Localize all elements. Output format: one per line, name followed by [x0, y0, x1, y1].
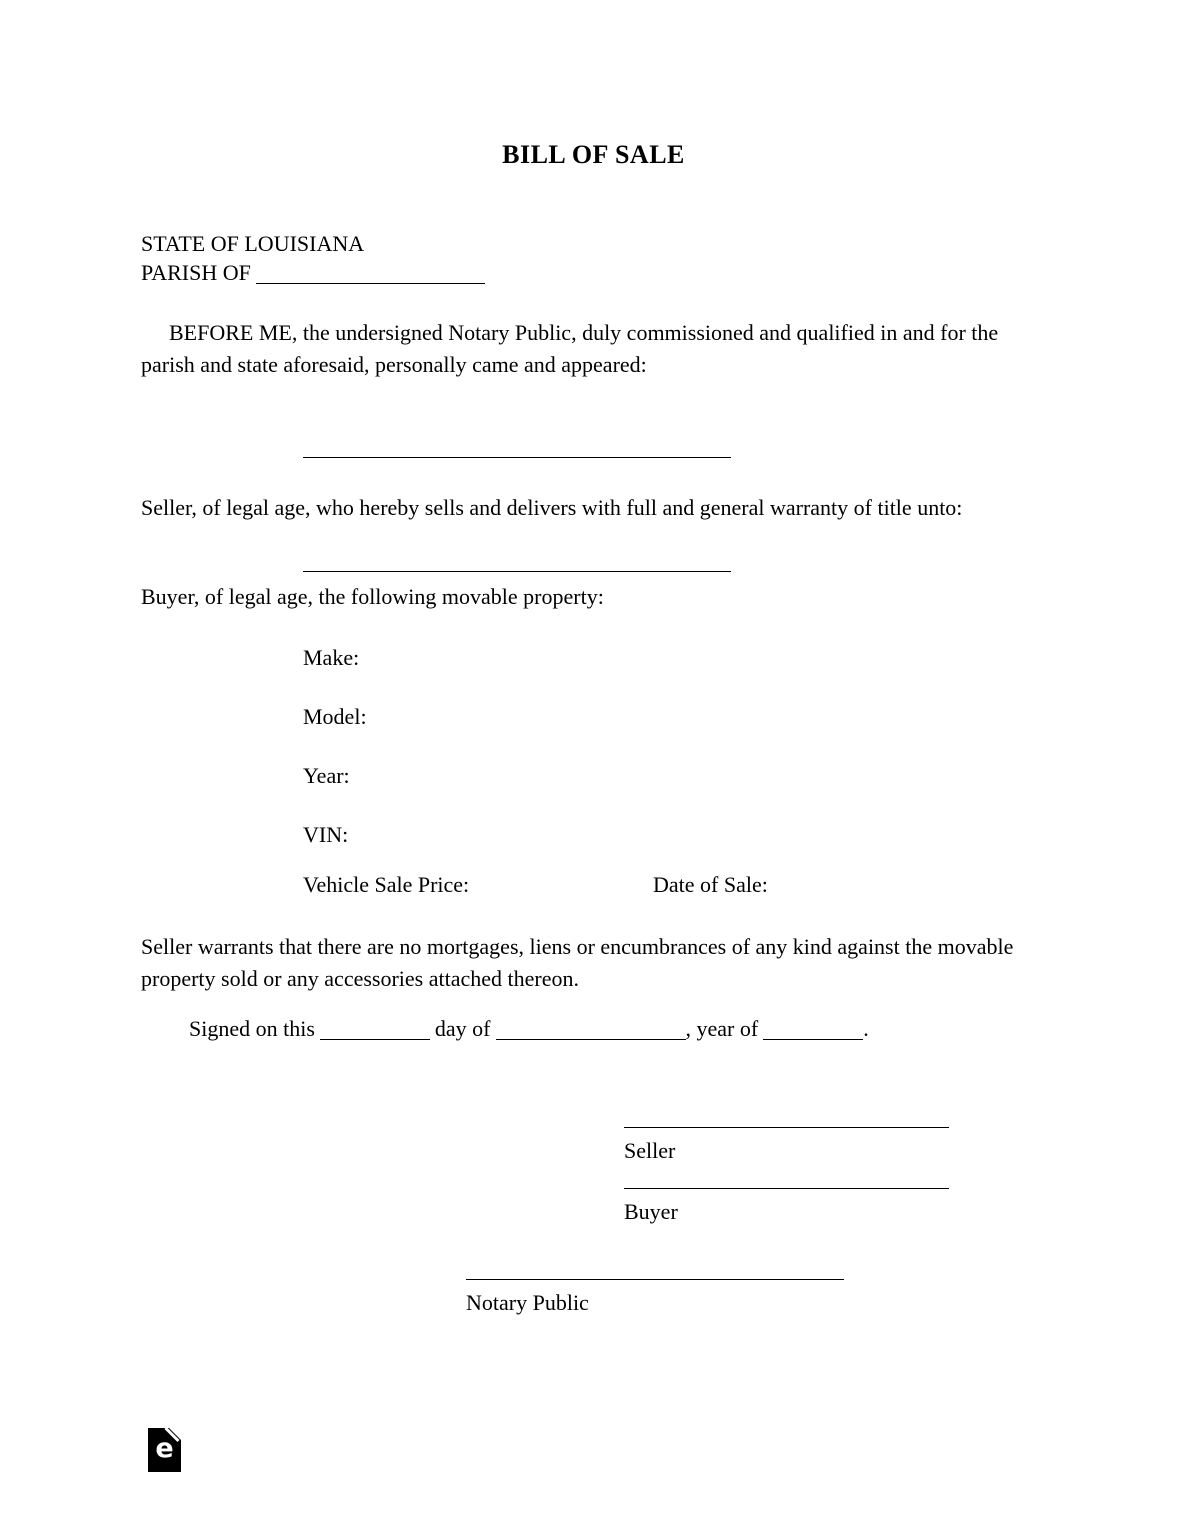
property-fields-list [303, 644, 367, 880]
signed-prefix-text: Signed on this [189, 1016, 315, 1041]
document-title: BILL OF SALE [502, 140, 685, 169]
notary-intro-paragraph: BEFORE ME, the undersigned Notary Public, duly commissioned and qualified in and for the parish and state aforesaid, personally came and appeared: [141, 320, 999, 377]
sentence-period: . [863, 1016, 869, 1041]
seller-name-line [303, 457, 731, 458]
notary-signature-line [466, 1279, 844, 1280]
day-blank [320, 1025, 430, 1040]
notary-public-label: Notary Public [466, 1290, 589, 1315]
buyer-signature-line [624, 1188, 949, 1189]
day-of-text: day of [434, 1016, 491, 1041]
buyer-signature-label: Buyer [624, 1199, 678, 1224]
seller-signature-line [624, 1127, 949, 1128]
sale-price-row [303, 872, 943, 898]
year-blank [763, 1025, 863, 1040]
buyer-name-line [303, 571, 731, 572]
state-line: STATE OF LOUISIANA [141, 231, 365, 256]
month-blank [496, 1025, 686, 1040]
seller-clause: Seller, of legal age, who hereby sells and delivers with full and general warranty of title unto: [141, 495, 963, 520]
model-field-label: Model: [303, 704, 367, 729]
parish-label: PARISH OF [141, 260, 251, 285]
parish-line [141, 260, 485, 286]
year-field-label: Year: [303, 763, 350, 788]
eforms-logo-letter: e [155, 1433, 174, 1464]
parish-name-blank [256, 269, 485, 284]
buyer-clause: Buyer, of legal age, the following movable property: [141, 584, 604, 609]
vehicle-sale-price-label: Vehicle Sale Price: [303, 872, 470, 897]
vin-field-label: VIN: [303, 822, 349, 847]
seller-signature-label: Seller [624, 1138, 676, 1163]
date-of-sale-label: Date of Sale: [653, 872, 768, 897]
make-field-label: Make: [303, 645, 360, 670]
year-of-text: , year of [685, 1016, 759, 1041]
signed-date-line [189, 1016, 869, 1042]
eforms-logo-icon [148, 1428, 181, 1472]
warranty-clause: Seller warrants that there are no mortgages, liens or encumbrances of any kind against the movable property sold or any accessories attached thereon. [141, 934, 1014, 991]
